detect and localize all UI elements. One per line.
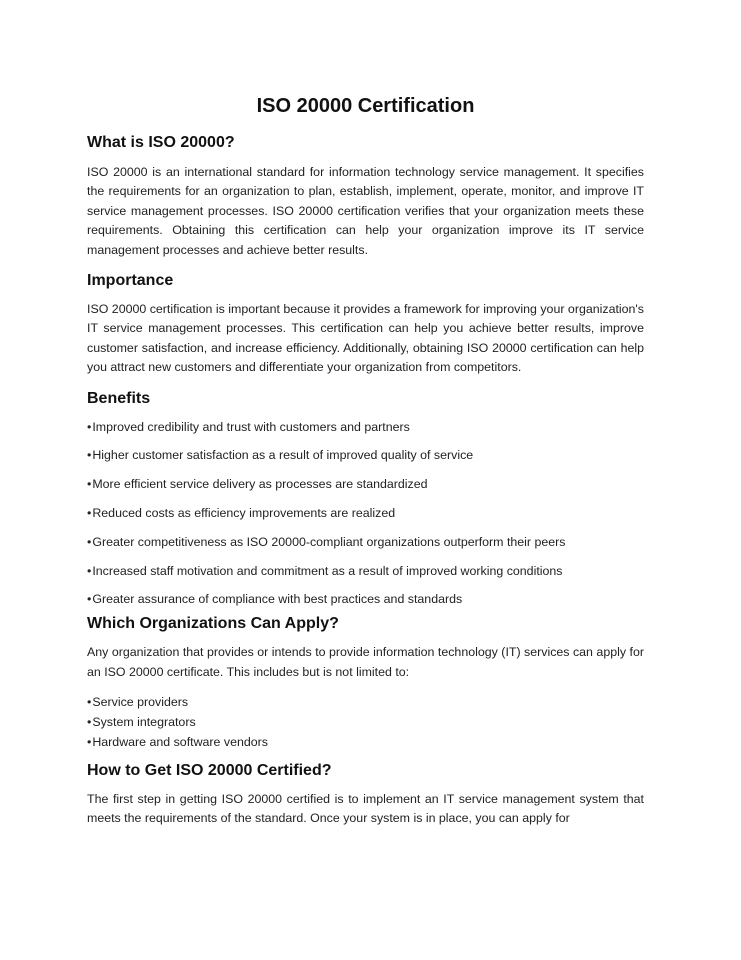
- document-page: [87, 92, 644, 839]
- section-heading-benefits: Benefits: [87, 389, 151, 407]
- section-body-which-organizations: Any organization that provides or intends to provide information technology (IT) services can apply for an ISO 20000 certificate. This includes but is not limited to:: [87, 645, 644, 679]
- list-item: •System integrators: [87, 712, 644, 732]
- bullet-icon: •: [87, 477, 92, 492]
- section-heading-importance: Importance: [87, 272, 174, 290]
- section-body-what-is: ISO 20000 is an international standard for information technology service management. It specifies the requirements for an organization to plan, establish, implement, operate, monitor, and improve IT service management processes. ISO 20000 certification verifies that your organization meets these requirements. Obtaining this certification can help your organization improve its IT service management processes and achieve better results.: [87, 165, 644, 257]
- list-item: •Service providers: [87, 692, 644, 712]
- section-which-organizations: [87, 613, 644, 752]
- section-heading-which-organizations: Which Organizations Can Apply?: [87, 615, 339, 633]
- list-item: •Increased staff motivation and commitment as a result of improved working conditions: [87, 562, 644, 581]
- section-heading-how-to-get-certified: How to Get ISO 20000 Certified?: [87, 762, 332, 780]
- bullet-icon: •: [87, 419, 92, 434]
- bullet-icon: •: [87, 592, 92, 607]
- bullet-icon: •: [87, 448, 92, 463]
- list-item: •Higher customer satisfaction as a result of improved quality of service: [87, 446, 644, 465]
- section-benefits: [87, 388, 644, 610]
- list-item: •Reduced costs as efficiency improvements are realized: [87, 504, 644, 523]
- bullet-icon: •: [87, 506, 92, 521]
- bullet-icon: •: [87, 695, 92, 710]
- section-body-importance: ISO 20000 certification is important because it provides a framework for improving your organization's IT service management processes. This certification can help you achieve better results, improve customer satisfaction, and increase efficiency. Additionally, obtaining ISO 20000 certification can help you attract new customers and differentiate your organization from competitors.: [87, 302, 644, 375]
- organizations-list: [87, 692, 644, 752]
- bullet-icon: •: [87, 715, 92, 730]
- section-how-to-get-certified: [87, 760, 644, 829]
- bullet-icon: •: [87, 534, 92, 549]
- list-item: •Improved credibility and trust with customers and partners: [87, 418, 644, 437]
- section-body-how-to-get-certified: The first step in getting ISO 20000 certified is to implement an IT service management system that meets the requirements of the standard. Once your system is in place, you can apply for: [87, 792, 644, 826]
- benefits-list: [87, 418, 644, 610]
- list-item: •Greater competitiveness as ISO 20000-compliant organizations outperform their peers: [87, 533, 644, 552]
- list-item: •Greater assurance of compliance with best practices and standards: [87, 590, 644, 609]
- bullet-icon: •: [87, 563, 92, 578]
- list-item: •More efficient service delivery as processes are standardized: [87, 475, 644, 494]
- section-heading-what-is: What is ISO 20000?: [87, 134, 235, 151]
- section-what-is: [87, 132, 644, 260]
- list-item: •Hardware and software vendors: [87, 732, 644, 752]
- document-title: ISO 20000 Certification: [256, 95, 475, 117]
- section-importance: [87, 270, 644, 378]
- bullet-icon: •: [87, 735, 92, 750]
